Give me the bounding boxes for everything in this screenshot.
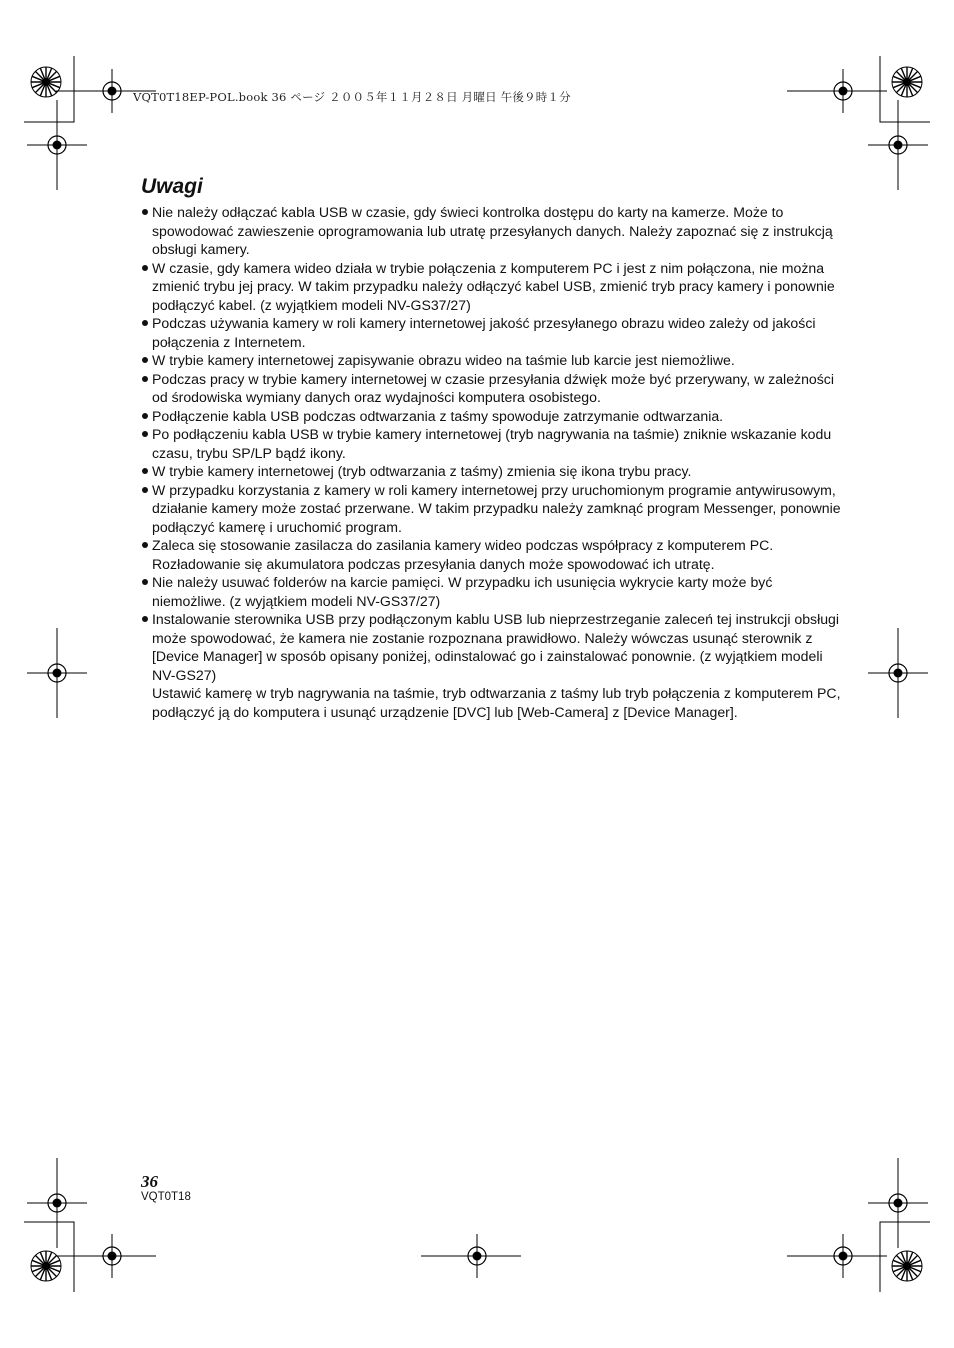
note-item: Nie należy odłączać kabla USB w czasie, gdy świeci kontrolka dostępu do karty na kamerze. Może to spowodować zawieszenie oprogramowania lub utratę przesyłanych danych. Należy zapoznać się z instrukcją obsługi kamery. (141, 203, 841, 259)
note-item: W przypadku korzystania z kamery w roli kamery internetowej przy uruchomionym programie antywirusowym, działanie kamery może zostać przerwane. W takim przypadku należy zamknąć program Messenger, ponownie podłączyć kamerę i uruchomić program. (141, 481, 841, 537)
note-item: Instalowanie sterownika USB przy podłączonym kablu USB lub nieprzestrzeganie zaleceń tej instrukcji obsługi może spowodować, że kamera nie zostanie rozpoznana prawidłowo. Należy wówczas usunąć sterownik z [Device Manager] w sposób opisany poniżej, odinstalować go i zainstalować ponownie. (z wyjątkiem modeli NV-GS27) (141, 610, 841, 684)
note-item: W czasie, gdy kamera wideo działa w trybie połączenia z komputerem PC i jest z nim połączona, nie można zmienić trybu jej pracy. W takim przypadku należy odłączyć kabel USB, zmienić tryb pracy kamery i ponownie podłączyć kabel. (z wyjątkiem modeli NV-GS37/27) (141, 259, 841, 315)
note-item: Podłączenie kabla USB podczas odtwarzania z taśmy spowoduje zatrzymanie odtwarzania. (141, 407, 841, 426)
note-item: Podczas pracy w trybie kamery internetowej w czasie przesyłania dźwięk może być przerywany, w zależności od środowiska wymiany danych oraz wydajności komputera osobistego. (141, 370, 841, 407)
page-number: 36 (141, 1172, 158, 1191)
note-item: Podczas używania kamery w roli kamery internetowej jakość przesyłanego obrazu wideo zależy od jakości połączenia z Internetem. (141, 314, 841, 351)
note-item: W trybie kamery internetowej (tryb odtwarzania z taśmy) zmienia się ikona trybu pracy. (141, 462, 841, 481)
note-item: Zaleca się stosowanie zasilacza do zasilania kamery wideo podczas współpracy z komputerem PC. Rozładowanie się akumulatora podczas przesyłania danych może spowodować ich utratę. (141, 536, 841, 573)
book-file-header: VQT0T18EP-POL.book 36 ページ ２００５年１１月２８日 月曜日 午後９時１分 (133, 90, 571, 104)
section-title: Uwagi (141, 175, 203, 198)
note-continuation: Ustawić kamerę w tryb nagrywania na taśmie, tryb odtwarzania z taśmy lub tryb połączenia z komputerem PC, podłączyć ją do komputera i usunąć urządzenie [DVC] lub [Web-Camera] z [Device Manager]. (152, 685, 841, 720)
note-item: Nie należy usuwać folderów na karcie pamięci. W przypadku ich usunięcia wykrycie karty może być niemożliwe. (z wyjątkiem modeli NV-GS37/27) (141, 573, 841, 610)
note-item: W trybie kamery internetowej zapisywanie obrazu wideo na taśmie lub karcie jest niemożliwe. (141, 351, 841, 370)
notes-list (141, 203, 841, 721)
note-item: Po podłączeniu kabla USB w trybie kamery internetowej (tryb nagrywania na taśmie) zniknie wskazanie kodu czasu, trybu SP/LP bądź ikony. (141, 425, 841, 462)
document-code: VQT0T18 (141, 1191, 191, 1203)
